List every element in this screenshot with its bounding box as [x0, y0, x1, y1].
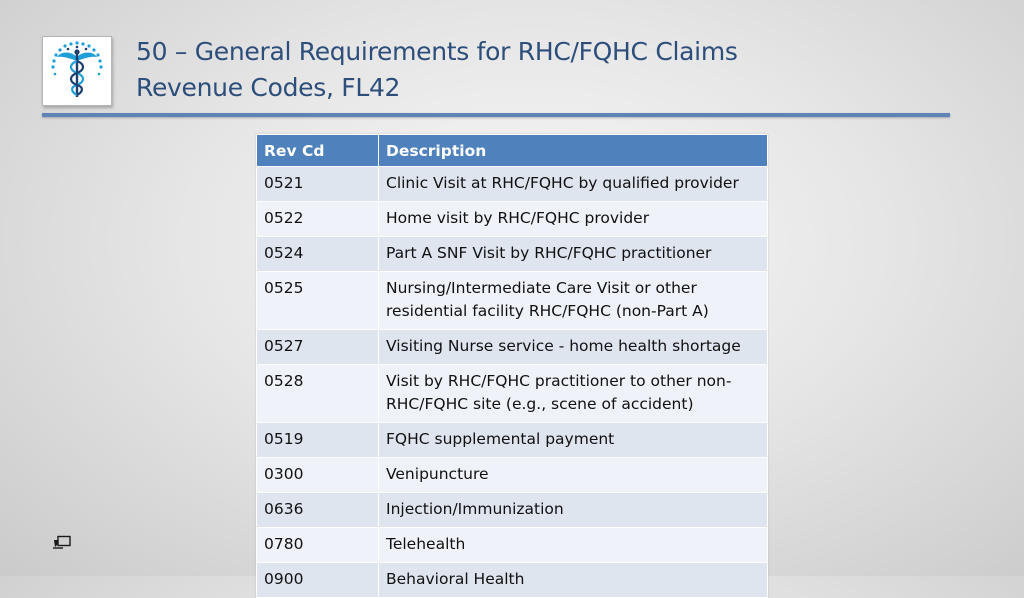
rev-code-cell: 0519 [257, 423, 379, 458]
rev-code-cell: 0522 [257, 202, 379, 237]
rev-code-cell: 0524 [257, 237, 379, 272]
rev-code-cell: 0521 [257, 167, 379, 202]
revenue-codes-table [256, 134, 768, 598]
description-cell: Venipuncture [379, 458, 768, 493]
description-cell: FQHC supplemental payment [379, 423, 768, 458]
description-cell: Nursing/Intermediate Care Visit or other residential facility RHC/FQHC (non-Part A) [379, 272, 768, 330]
table-row [257, 202, 768, 237]
description-cell: Behavioral Health [379, 563, 768, 598]
column-header-rev-cd: Rev Cd [257, 135, 379, 167]
caduceus-logo [42, 36, 112, 106]
rev-code-cell: 0525 [257, 272, 379, 330]
speaker-notes-icon[interactable] [52, 535, 72, 549]
page-title [136, 34, 956, 106]
description-cell: Part A SNF Visit by RHC/FQHC practitioner [379, 237, 768, 272]
table-row [257, 493, 768, 528]
description-cell: Visiting Nurse service - home health shortage [379, 330, 768, 365]
table-row [257, 237, 768, 272]
table-row [257, 423, 768, 458]
table-row [257, 563, 768, 598]
rev-code-cell: 0528 [257, 365, 379, 423]
column-header-description: Description [379, 135, 768, 167]
table-row [257, 458, 768, 493]
table-row [257, 365, 768, 423]
title-line-1: 50 – General Requirements for RHC/FQHC Claims [136, 37, 738, 66]
rev-code-cell: 0900 [257, 563, 379, 598]
description-cell: Clinic Visit at RHC/FQHC by qualified provider [379, 167, 768, 202]
table-row [257, 528, 768, 563]
rev-code-cell: 0300 [257, 458, 379, 493]
description-cell: Injection/Immunization [379, 493, 768, 528]
table-header-row [257, 135, 768, 167]
rev-code-cell: 0780 [257, 528, 379, 563]
description-cell: Visit by RHC/FQHC practitioner to other non-RHC/FQHC site (e.g., scene of accident) [379, 365, 768, 423]
table-row [257, 330, 768, 365]
title-divider [42, 113, 950, 117]
rev-code-cell: 0636 [257, 493, 379, 528]
table-row [257, 167, 768, 202]
description-cell: Home visit by RHC/FQHC provider [379, 202, 768, 237]
rev-code-cell: 0527 [257, 330, 379, 365]
description-cell: Telehealth [379, 528, 768, 563]
table-row [257, 272, 768, 330]
title-line-2: Revenue Codes, FL42 [136, 73, 401, 102]
caduceus-icon [43, 37, 111, 105]
